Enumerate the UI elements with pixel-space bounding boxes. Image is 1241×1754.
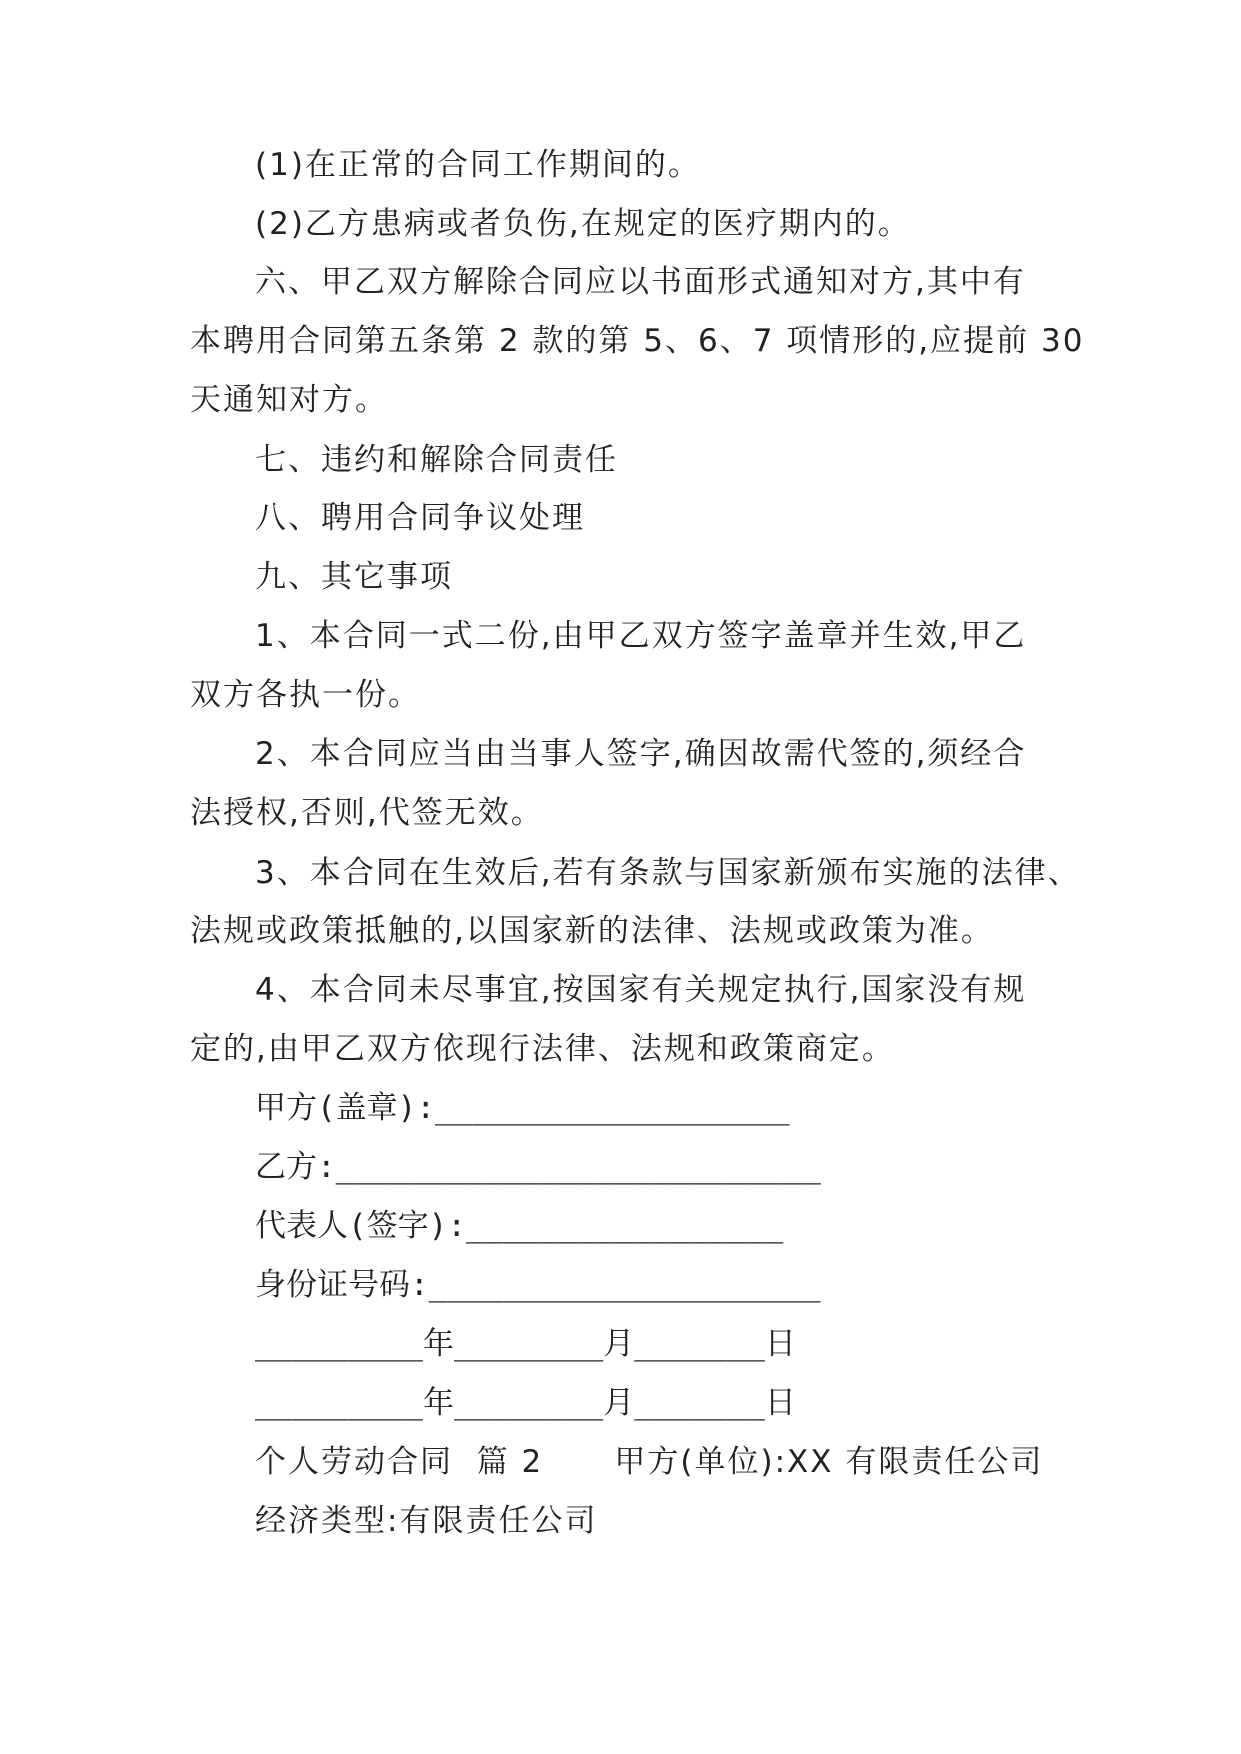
signature-line: 身份证号码:_____________________	[255, 1267, 821, 1303]
text-line: 九、其它事项	[255, 559, 453, 595]
section-heading: 个人劳动合同 篇 2 甲方(单位):XX 有限责任公司	[255, 1444, 1044, 1480]
text-line: 本聘用合同第五条第 2 款的第 5、6、7 项情形的,应提前 30	[190, 323, 1085, 359]
text-line: 经济类型:有限责任公司	[255, 1503, 598, 1539]
signature-line: 乙方:__________________________	[255, 1149, 821, 1185]
text-line: 六、甲乙双方解除合同应以书面形式通知对方,其中有	[255, 264, 1026, 300]
signature-line: 代表人(签字):_________________	[255, 1208, 784, 1244]
text-line: 定的,由甲乙双方依现行法律、法规和政策商定。	[190, 1031, 895, 1067]
text-line: 3、本合同在生效后,若有条款与国家新颁布实施的法律、	[255, 855, 1081, 891]
text-line: 1、本合同一式二份,由甲乙双方签字盖章并生效,甲乙	[255, 618, 1027, 654]
text-line: 天通知对方。	[190, 382, 388, 418]
text-line: 4、本合同未尽事宜,按国家有关规定执行,国家没有规	[255, 972, 1027, 1008]
text-line: 双方各执一份。	[190, 677, 421, 713]
text-line: 七、违约和解除合同责任	[255, 442, 618, 478]
text-line: (2)乙方患病或者负伤,在规定的医疗期内的。	[255, 206, 911, 242]
text-line: 法规或政策抵触的,以国家新的法律、法规或政策为准。	[190, 913, 994, 949]
text-line: (1)在正常的合同工作期间的。	[255, 147, 701, 183]
signature-line: 甲方(盖章):___________________	[255, 1090, 790, 1126]
date-line: _________年________月_______日	[255, 1326, 796, 1362]
text-line: 八、聘用合同争议处理	[255, 500, 585, 536]
date-line: _________年________月_______日	[255, 1385, 796, 1421]
text-line: 法授权,否则,代签无效。	[190, 795, 544, 831]
text-line: 2、本合同应当由当事人签字,确因故需代签的,须经合	[255, 736, 1027, 772]
